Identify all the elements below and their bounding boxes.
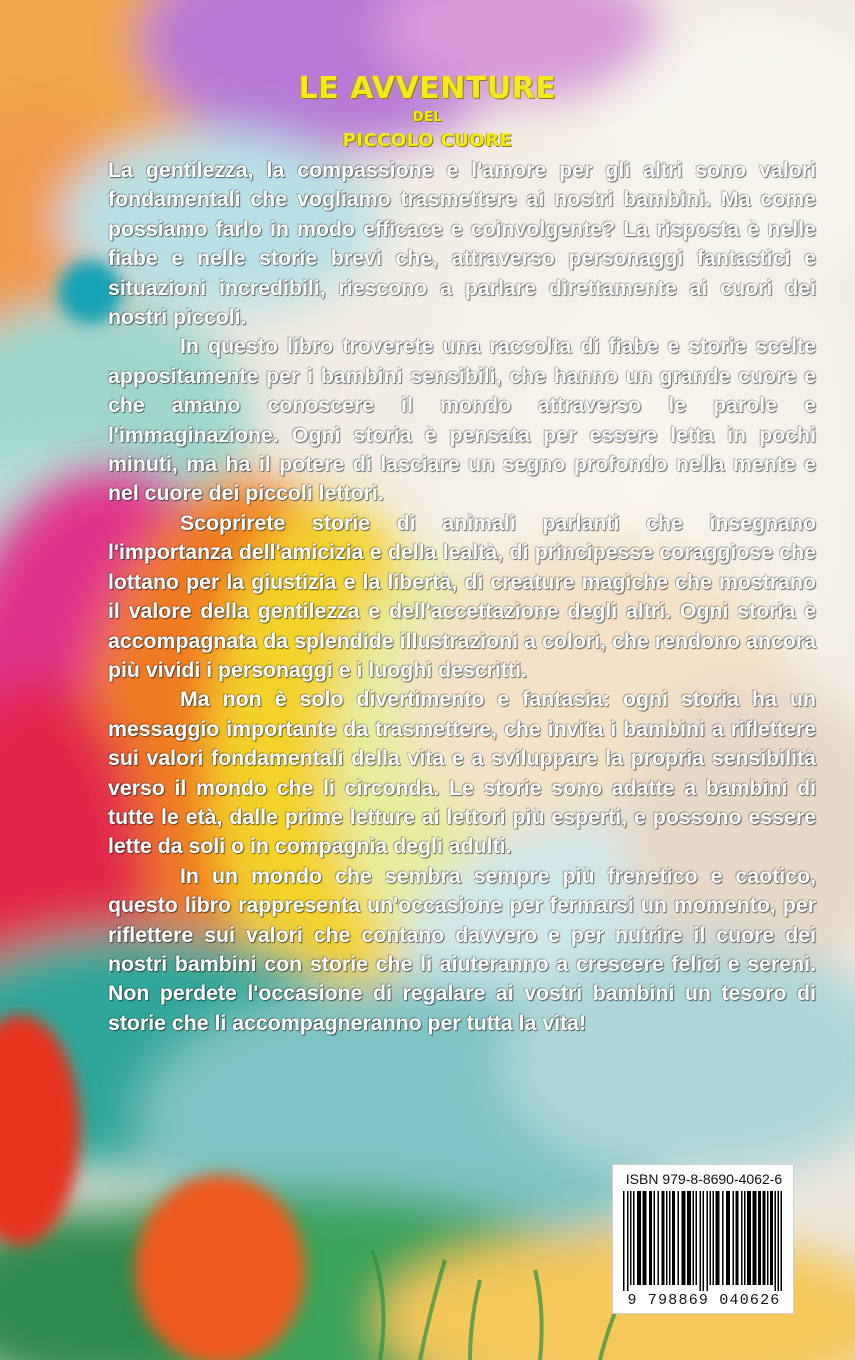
blurb-paragraph-5: In un mondo che sembra sempre più frenetico e caotico, questo libro rappresenta un'occasione per fermarsi un momento, per riflettere sui valori che contano davvero e per nutrire il cuore dei nostri bambini con storie che li aiuteranno a crescere felici e sereni. Non perdete l'occasione di regalare ai vostri bambini un tesoro di storie che li accompagneranno per tutta la vita! [108, 863, 816, 1035]
blurb-paragraph-1: La gentilezza, la compassione e l'amore per gli altri sono valori fondamentali che vogliamo trasmettere ai nostri bambini. Ma come possiamo farlo in modo efficace e coinvolgente? La risposta è nelle fiabe e nelle storie brevi che, attraverso personaggi fantastici e situazioni incredibili, riescono a parlare direttamente ai cuori dei nostri piccoli. [108, 158, 816, 330]
title-line-1: LE AVVENTURE [298, 71, 557, 106]
blurb-paragraph-4: Ma non è solo divertimento e fantasia: ogni storia ha un messaggio importante da trasmettere, che invita i bambini a riflettere sui valori fondamentali della vita e a sviluppare la propria sensibilità verso il mondo che li circonda. Le storie sono adatte a bambini di tutte le età, dalle prime letture ai lettori più esperti, e possono essere lette da soli o in compagnia degli adulti. [108, 687, 816, 859]
blurb-paragraph-2: In questo libro troverete una raccolta di fiabe e storie scelte appositamente per i bambini sensibili, che hanno un grande cuore e che amano conoscere il mondo attraverso le parole e l'immaginazione. Ogni storia è pensata per essere letta in pochi minuti, ma ha il potere di lasciare un segno profondo nella mente e nel cuore dei piccoli lettori. [108, 334, 816, 506]
barcode-image [619, 1191, 789, 1291]
title-line-2: DEL [412, 110, 443, 125]
title-line-3: PICCOLO CUORE [342, 130, 513, 151]
isbn-label: ISBN 979-8-8690-4062-6 [625, 1171, 783, 1187]
back-cover-blurb [108, 156, 816, 1038]
barcode-digits: 9 798869 040626 [627, 1292, 781, 1309]
blurb-paragraph-3: Scoprirete storie di animali parlanti che insegnano l'importanza dell'amicizia e della lealtà, di principesse coraggiose che lottano per la giustizia e la libertà, di creature magiche che mostrano il valore della gentilezza e dell'accettazione degli altri. Ogni storia è accompagnata da splendide illustrazioni a colori, che rendono ancora più vividi i personaggi e i luoghi descritti. [108, 510, 816, 682]
isbn-barcode-box [612, 1164, 794, 1314]
